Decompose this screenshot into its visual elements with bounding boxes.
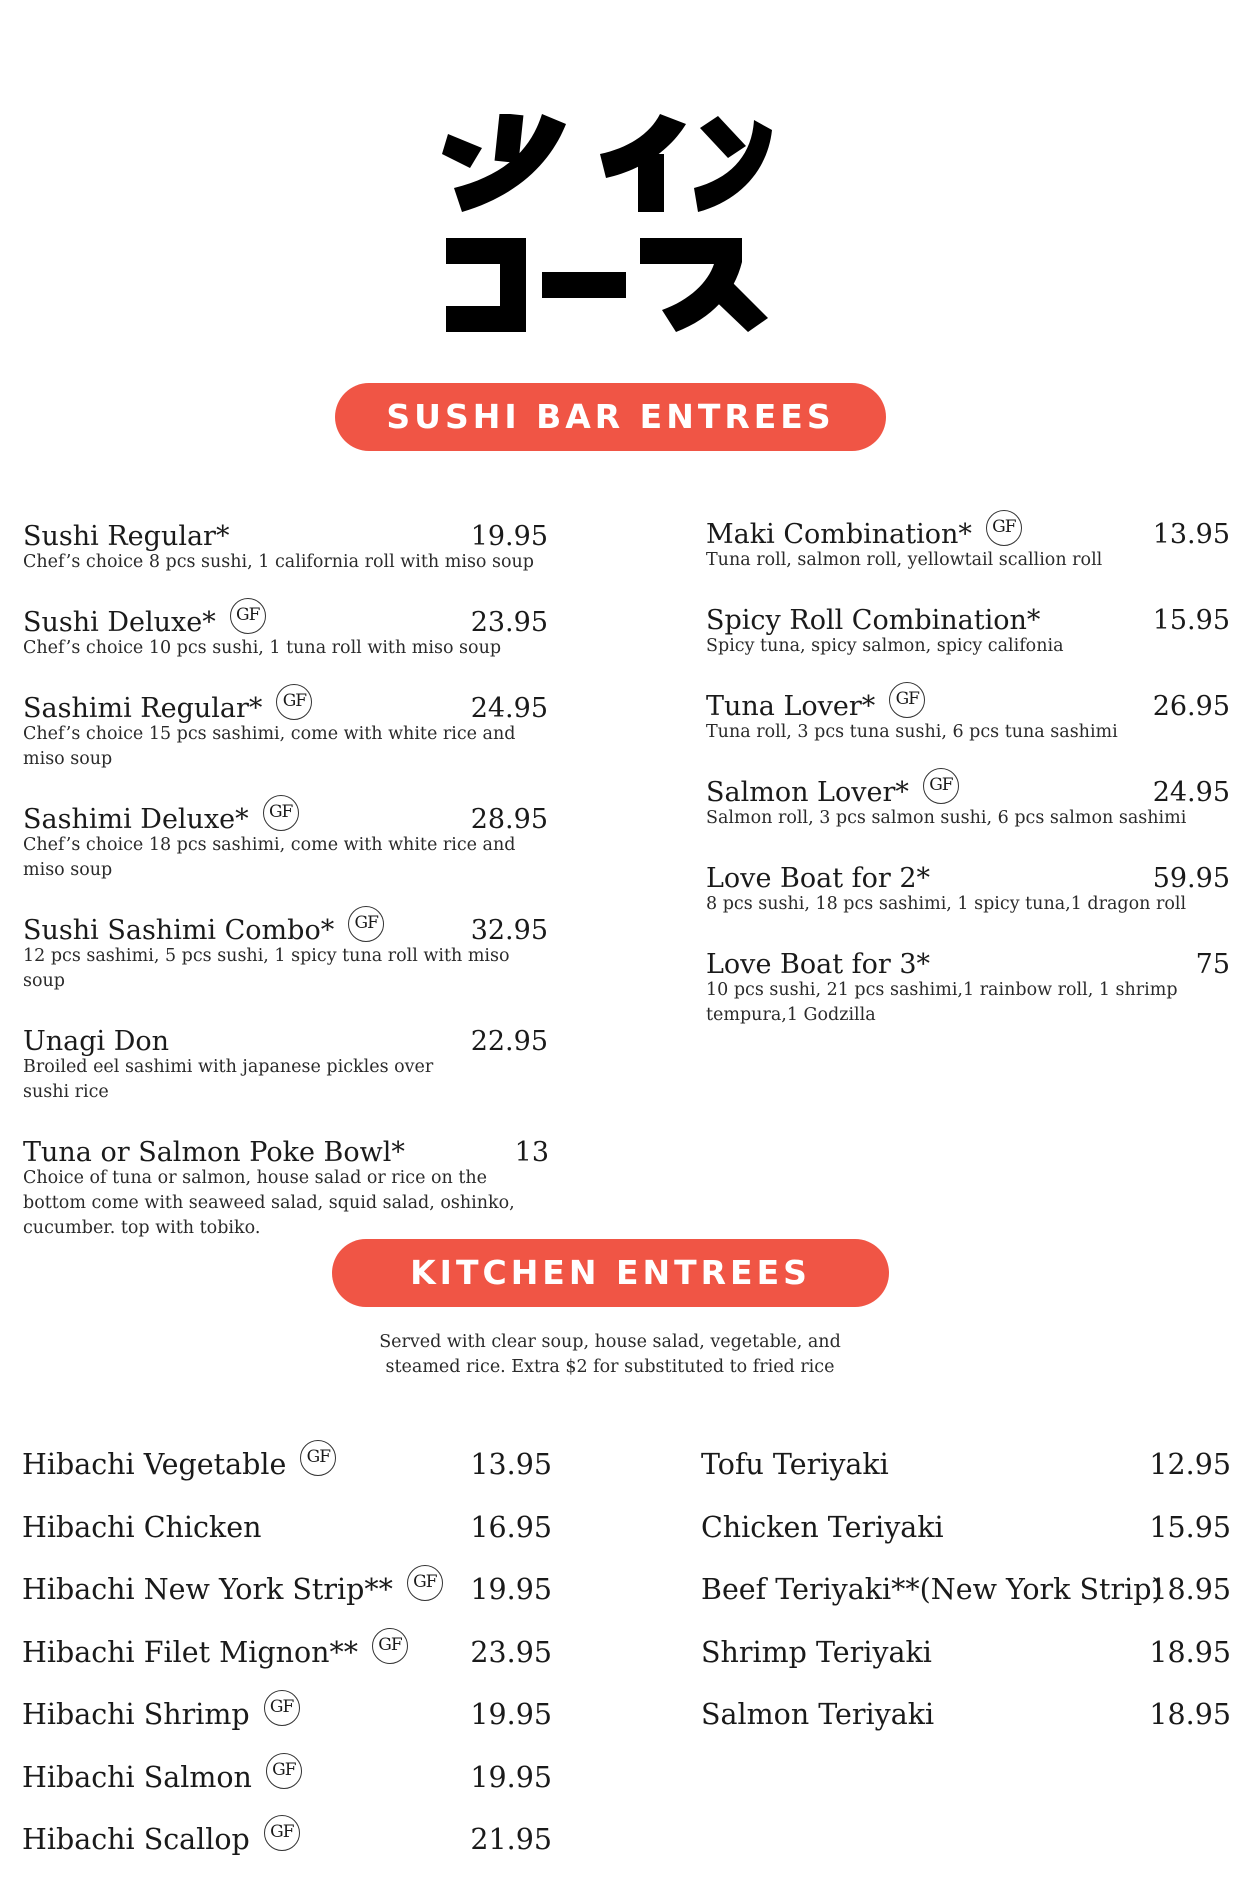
gluten-free-icon: GF	[264, 1690, 300, 1726]
item-price: 59.95	[1152, 863, 1230, 894]
menu-item	[701, 1511, 1231, 1574]
sushi-entrees-right-column	[706, 518, 1230, 1059]
menu-item	[22, 1573, 552, 1636]
menu-item	[22, 1761, 552, 1824]
item-name: Love Boat for 3*	[706, 949, 931, 980]
item-description: 10 pcs sushi, 21 pcs sashimi,1 rainbow roll, 1 shrimp tempura,1 Godzilla	[706, 980, 1178, 1025]
item-name: Sushi Regular*	[23, 521, 230, 552]
item-name: Sushi Deluxe*	[23, 607, 216, 638]
item-name: Spicy Roll Combination*	[706, 605, 1041, 636]
item-description: Tuna roll, 3 pcs tuna sushi, 6 pcs tuna sashimi	[706, 722, 1118, 742]
item-name: Hibachi New York Strip**	[22, 1573, 393, 1606]
menu-item	[23, 606, 548, 661]
item-price: 18.95	[1149, 1698, 1231, 1731]
item-description: Choice of tuna or salmon, house salad or rice on the bottom come with seaweed salad, squid salad, oshinko, cucumber. top with tobiko.	[23, 1168, 515, 1238]
menu-item	[23, 692, 548, 772]
kitchen-entrees-right-column	[701, 1448, 1231, 1761]
menu-item	[23, 520, 548, 575]
item-price: 18.95	[1149, 1635, 1231, 1669]
item-description: Salmon roll, 3 pcs salmon sushi, 6 pcs salmon sashimi	[706, 808, 1187, 828]
item-name: Sashimi Deluxe*	[23, 804, 249, 835]
item-price: 22.95	[470, 1026, 548, 1057]
item-name: Hibachi Salmon	[22, 1760, 252, 1794]
menu-item	[22, 1698, 552, 1761]
item-price: 13.95	[1152, 519, 1230, 550]
item-price: 19.95	[470, 1573, 552, 1606]
kitchen-entrees-left-column	[22, 1448, 552, 1886]
gluten-free-icon: GF	[889, 682, 925, 718]
item-price: 23.95	[470, 1635, 552, 1669]
menu-item	[706, 690, 1230, 745]
item-name: Beef Teriyaki**(New York Strip)	[701, 1573, 1163, 1606]
menu-item	[22, 1511, 552, 1574]
item-description: 12 pcs sashimi, 5 pcs sushi, 1 spicy tuna roll with miso soup	[23, 946, 510, 991]
item-price: 12.95	[1149, 1448, 1231, 1481]
menu-item	[22, 1448, 552, 1511]
item-name: Tuna Lover*	[706, 691, 876, 722]
item-price: 13	[514, 1137, 549, 1168]
item-price: 28.95	[470, 804, 548, 835]
item-name: Unagi Don	[23, 1026, 170, 1057]
gluten-free-icon: GF	[263, 795, 299, 831]
item-description: Chef’s choice 18 pcs sashimi, come with white rice and miso soup	[23, 835, 516, 880]
item-name: Salmon Teriyaki	[701, 1698, 935, 1731]
menu-item	[23, 1025, 548, 1105]
menu-item	[701, 1636, 1231, 1699]
item-name: Hibachi Filet Mignon**	[22, 1635, 358, 1669]
item-price: 18.95	[1149, 1573, 1231, 1606]
item-name: Hibachi Scallop	[22, 1823, 250, 1856]
menu-item	[706, 518, 1230, 573]
item-name: Shrimp Teriyaki	[701, 1635, 932, 1669]
gluten-free-icon: GF	[407, 1565, 443, 1601]
item-name: Tofu Teriyaki	[701, 1448, 889, 1481]
gluten-free-icon: GF	[264, 1815, 300, 1851]
item-description: Spicy tuna, spicy salmon, spicy califonia	[706, 636, 1064, 656]
gluten-free-icon: GF	[348, 906, 384, 942]
item-description: 8 pcs sushi, 18 pcs sashimi, 1 spicy tuna,1 dragon roll	[706, 894, 1187, 914]
menu-item	[22, 1823, 552, 1886]
menu-item	[706, 776, 1230, 831]
item-name: Sushi Sashimi Combo*	[23, 915, 335, 946]
item-name: Love Boat for 2*	[706, 863, 931, 894]
item-price: 15.95	[1149, 1510, 1231, 1544]
menu-item	[23, 914, 548, 994]
item-price: 19.95	[470, 1698, 552, 1731]
gluten-free-icon: GF	[266, 1753, 302, 1789]
item-price: 21.95	[470, 1823, 552, 1856]
item-name: Hibachi Shrimp	[22, 1698, 250, 1731]
item-price: 24.95	[1152, 777, 1230, 808]
main-course-logo	[442, 114, 772, 332]
item-price: 75	[1195, 949, 1230, 980]
item-name: Salmon Lover*	[706, 777, 909, 808]
item-description: Chef’s choice 15 pcs sashimi, come with white rice and miso soup	[23, 724, 516, 769]
item-price: 15.95	[1152, 605, 1230, 636]
item-name: Tuna or Salmon Poke Bowl*	[23, 1137, 405, 1168]
menu-item	[706, 948, 1230, 1028]
item-price: 16.95	[470, 1510, 552, 1544]
menu-item	[23, 1136, 549, 1241]
kitchen-note: Served with clear soup, house salad, vegetable, and steamed rice. Extra $2 for substituted to fried rice	[379, 1332, 841, 1377]
item-name: Chicken Teriyaki	[701, 1510, 944, 1544]
item-name: Maki Combination*	[706, 519, 972, 550]
item-name: Hibachi Vegetable	[22, 1448, 287, 1481]
menu-item	[701, 1448, 1231, 1511]
item-price: 23.95	[470, 607, 548, 638]
item-price: 32.95	[470, 915, 548, 946]
menu-item	[701, 1573, 1231, 1636]
item-name: Hibachi Chicken	[22, 1510, 262, 1544]
item-description: Chef’s choice 10 pcs sushi, 1 tuna roll with miso soup	[23, 638, 502, 658]
item-price: 13.95	[470, 1448, 552, 1481]
sushi-entrees-left-column	[23, 520, 548, 1272]
gluten-free-icon: GF	[986, 510, 1022, 546]
item-price: 19.95	[470, 1760, 552, 1794]
gluten-free-icon: GF	[372, 1628, 408, 1664]
item-price: 24.95	[470, 693, 548, 724]
item-description: Tuna roll, salmon roll, yellowtail scallion roll	[706, 550, 1103, 570]
item-price: 19.95	[470, 521, 548, 552]
item-description: Broiled eel sashimi with japanese pickles over sushi rice	[23, 1057, 434, 1102]
menu-item	[22, 1636, 552, 1699]
section-title-sushi-bar: SUSHI BAR ENTREES	[335, 383, 886, 451]
gluten-free-icon: GF	[923, 768, 959, 804]
menu-item	[706, 604, 1230, 659]
gluten-free-icon: GF	[276, 684, 312, 720]
menu-item	[701, 1698, 1231, 1761]
menu-item	[706, 862, 1230, 917]
item-name: Sashimi Regular*	[23, 693, 263, 724]
menu-item	[23, 803, 548, 883]
gluten-free-icon: GF	[300, 1440, 336, 1476]
item-price: 26.95	[1152, 691, 1230, 722]
section-title-kitchen: KITCHEN ENTREES	[332, 1239, 889, 1307]
item-description: Chef’s choice 8 pcs sushi, 1 california roll with miso soup	[23, 552, 535, 572]
gluten-free-icon: GF	[230, 598, 266, 634]
